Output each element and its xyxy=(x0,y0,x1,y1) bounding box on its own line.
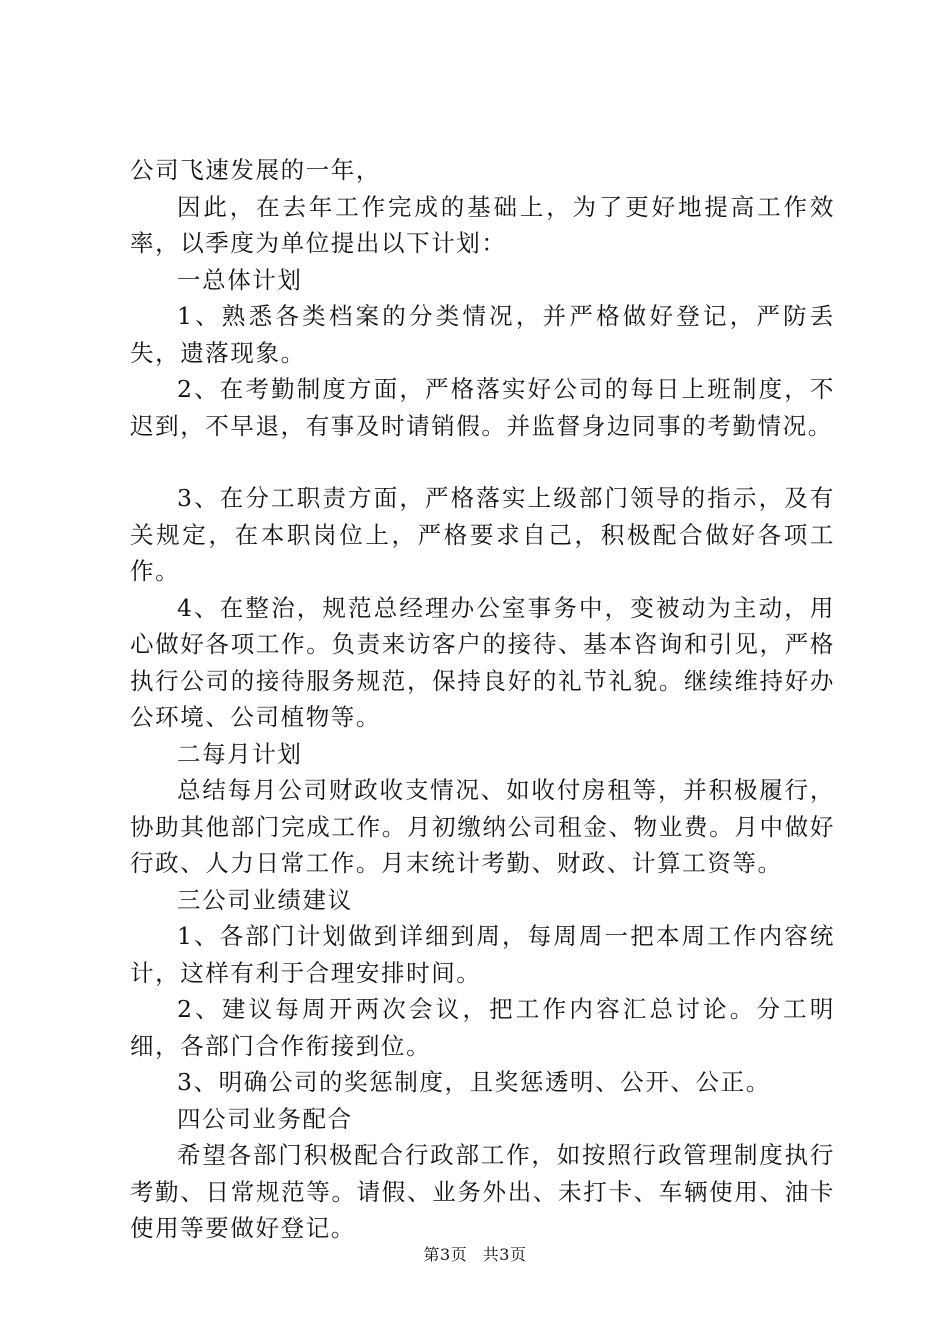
paragraph-continuation: 公司飞速发展的一年， xyxy=(130,156,381,184)
section-heading-business-cooperation: 四公司业务配合 xyxy=(177,1104,353,1133)
paragraph-cooperation: 希望各部门积极配合行政部工作，如按照行政管理制度执行考勤、日常规范等。请假、业务外出、未打卡、车辆使用、油卡使用等要做好登记。 xyxy=(130,1141,835,1242)
paragraph-overall-item-1: 1、熟悉各类档案的分类情况，并严格做好登记，严防丢失，遗落现象。 xyxy=(130,302,835,367)
paragraph-intro: 因此，在去年工作完成的基础上，为了更好地提高工作效率，以季度为单位提出以下计划： xyxy=(130,192,835,257)
page-number: 第3页 xyxy=(423,1245,468,1264)
paragraph-overall-item-4: 4、在整治，规范总经理办公室事务中，变被动为主动，用心做好各项工作。负责来访客户的接待、基本咨询和引见，严格执行公司的接待服务规范，保持良好的礼节礼貌。继续维持好办公环境、公司植物等。 xyxy=(130,593,835,731)
document-body xyxy=(130,152,835,1247)
paragraph-overall-item-3: 3、在分工职责方面，严格落实上级部门领导的指示，及有关规定，在本职岗位上，严格要求自己，积极配合做好各项工作。 xyxy=(130,484,835,585)
paragraph-monthly-summary: 总结每月公司财政收支情况、如收付房租等，并积极履行，协助其他部门完成工作。月初缴纳公司租金、物业费。月中做好行政、人力日常工作。月末统计考勤、财政、计算工资等。 xyxy=(130,776,835,877)
page-total: 共3页 xyxy=(482,1245,527,1264)
page-footer xyxy=(0,1245,950,1265)
paragraph-suggestion-3: 3、明确公司的奖惩制度，且奖惩透明、公开、公正。 xyxy=(177,1068,771,1096)
section-heading-performance-suggestions: 三公司业绩建议 xyxy=(177,885,353,914)
paragraph-overall-item-2: 2、在考勤制度方面，严格落实好公司的每日上班制度，不迟到，不早退，有事及时请销假。并监督身边同事的考勤情况。 xyxy=(130,375,835,440)
paragraph-suggestion-1: 1、各部门计划做到详细到周，每周周一把本周工作内容统计，这样有利于合理安排时间。 xyxy=(130,922,835,987)
section-heading-overall-plan: 一总体计划 xyxy=(177,265,303,294)
section-heading-monthly-plan: 二每月计划 xyxy=(177,739,303,768)
paragraph-suggestion-2: 2、建议每周开两次会议，把工作内容汇总讨论。分工明细，各部门合作衔接到位。 xyxy=(130,995,835,1060)
